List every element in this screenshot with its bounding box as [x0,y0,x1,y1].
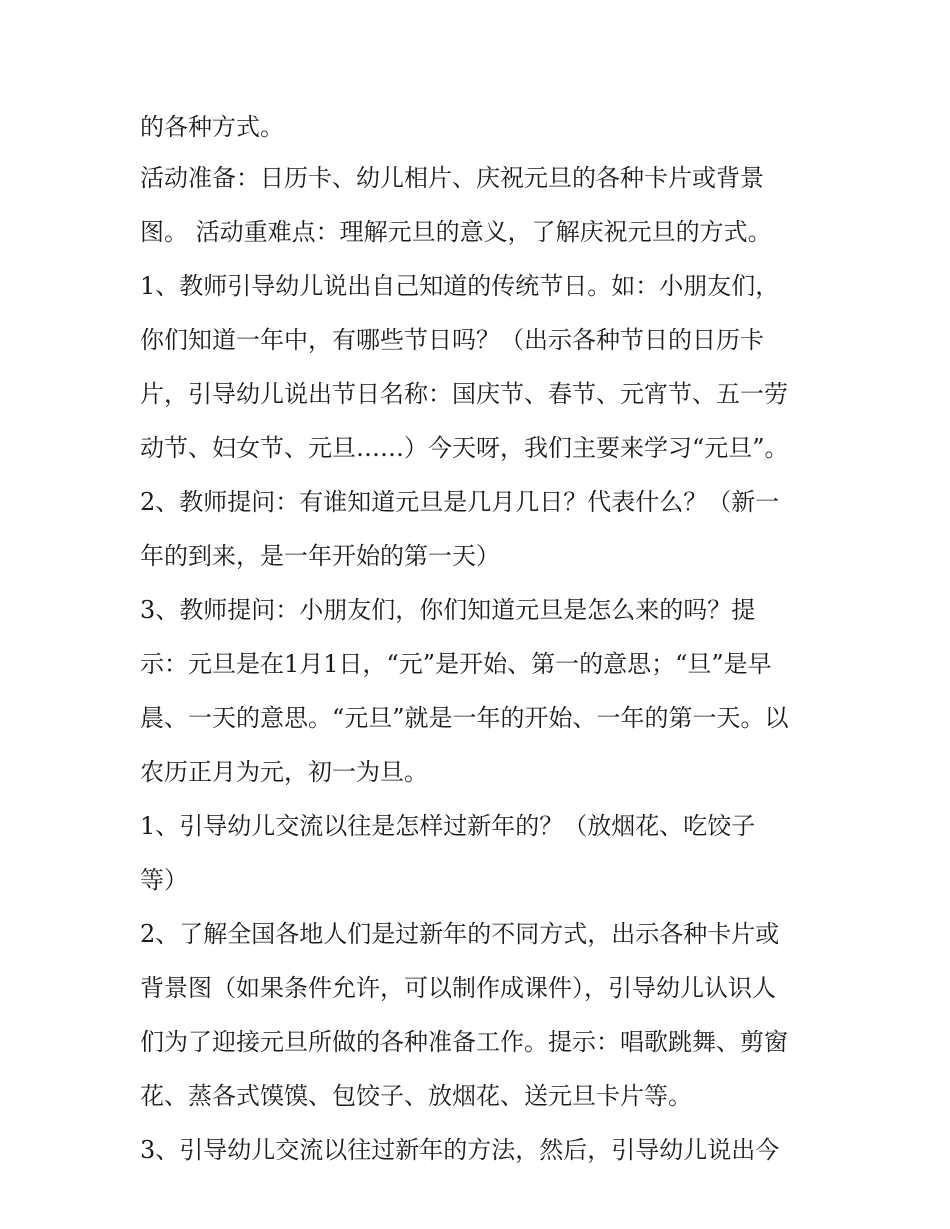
document-body [140,108,820,1169]
text-line: 年的到来，是一年开始的第一天） [140,542,500,570]
text-line: 2、教师提问：有谁知道元旦是几月几日？代表什么？（新一 [140,488,780,516]
text-line: 活动准备：日历卡、幼儿相片、庆祝元旦的各种卡片或背景 [140,164,764,192]
text-line: 动节、妇女节、元旦……）今天呀，我们主要来学习“元旦”。 [140,434,789,462]
text-line: 1、教师引导幼儿说出自己知道的传统节日。如：小朋友们， [140,272,780,300]
text-line: 花、蒸各式馍馍、包饺子、放烟花、送元旦卡片等。 [140,1082,692,1110]
text-line: 等） [140,866,188,894]
text-line: 3、引导幼儿交流以往过新年的方法，然后，引导幼儿说出今 [140,1136,780,1164]
text-line: 2、了解全国各地人们是过新年的不同方式，出示各种卡片或 [140,920,780,948]
text-line: 示：元旦是在1月1日，“元”是开始、第一的意思；“旦”是早 [140,650,772,678]
text-line: 农历正月为元，初一为旦。 [140,758,428,786]
text-line: 图。 活动重难点：理解元旦的意义，了解庆祝元旦的方式。 [140,218,772,246]
text-line: 1、引导幼儿交流以往是怎样过新年的？（放烟花、吃饺子 [140,812,756,840]
text-line: 片，引导幼儿说出节日名称：国庆节、春节、元宵节、五一劳 [140,380,788,408]
text-line: 们为了迎接元旦所做的各种准备工作。提示：唱歌跳舞、剪窗 [140,1028,788,1056]
text-line: 3、教师提问：小朋友们，你们知道元旦是怎么来的吗？提 [140,596,756,624]
text-line: 晨、一天的意思。“元旦”就是一年的开始、一年的第一天。以 [140,704,789,732]
text-line: 你们知道一年中，有哪些节日吗？（出示各种节日的日历卡 [140,326,764,354]
text-line: 背景图（如果条件允许，可以制作成课件），引导幼儿认识人 [140,974,776,1002]
text-line: 的各种方式。 [140,113,284,141]
